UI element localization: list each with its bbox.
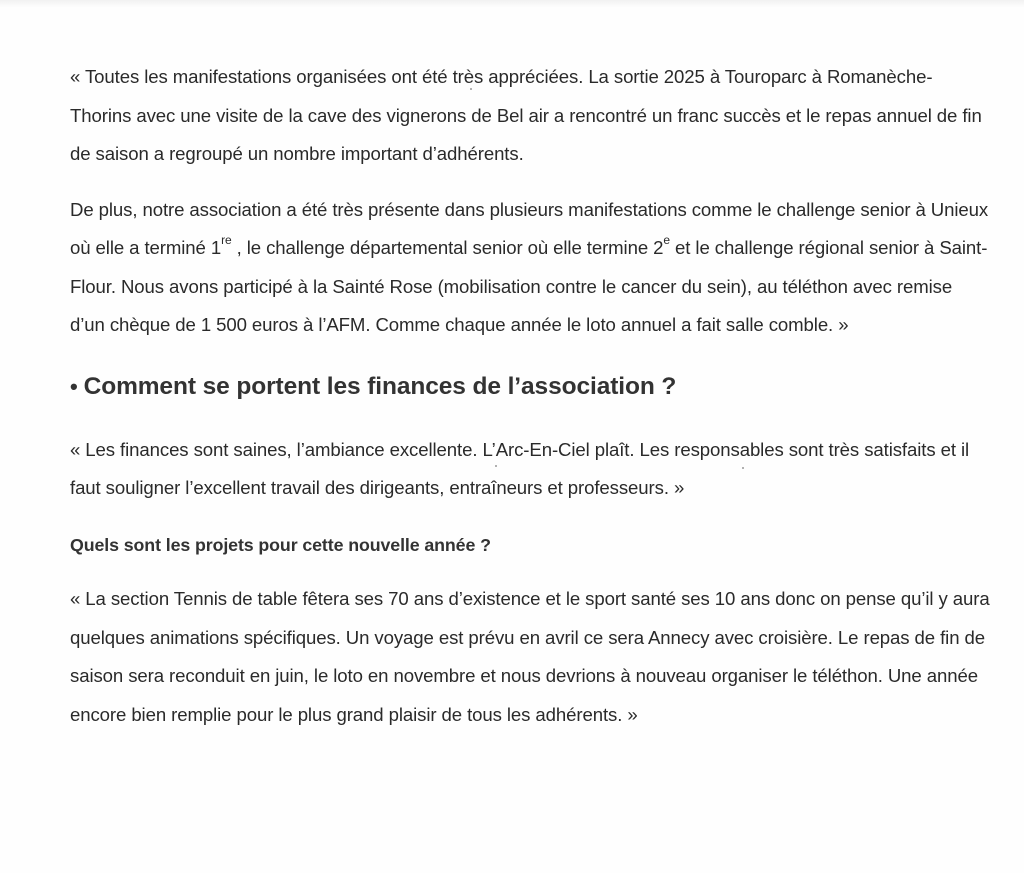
section-heading-finances [70, 363, 990, 411]
bullet-icon: • [70, 373, 78, 399]
paragraph-participation-part-b: , le challenge départemental senior où elle termine 2 [231, 237, 664, 258]
paragraph-participation [70, 191, 990, 345]
section-heading-text: Comment se portent les finances de l’association ? [83, 372, 677, 400]
paragraph-intro: « Toutes les manifestations organisées ont été très appréciées. La sortie 2025 à Touroparc à Romanèche-Thorins avec une visite de la cave des vignerons de Bel air a rencontré un franc succès et le repas annuel de fin de saison a regroupé un nombre important d’adhérents. [70, 66, 982, 164]
paragraph-participation-part-a: De plus, notre association a été très présente dans plusieurs manifestations comme le challenge senior à Unieux où elle a terminé 1 [70, 198, 989, 258]
paragraph-finances: « Les finances sont saines, l’ambiance excellente. L’Arc-En-Ciel plaît. Les responsables sont très satisfaits et il faut souligner l’excellent travail des dirigeants, entraîneurs et professeurs. » [70, 438, 970, 498]
superscript-second: e [663, 233, 670, 247]
superscript-first: re [221, 233, 232, 247]
paragraph-participation-part-c: et le challenge régional senior à Saint-Flour. Nous avons participé à la Sainté Rose (mobilisation contre le cancer du sein), au téléthon avec remise d’un chèque de 1 500 euros à l’AFM. Comme chaque année le loto annuel a fait salle comble. » [70, 237, 988, 335]
subheading-projects: Quels sont les projets pour cette nouvelle année ? [70, 534, 491, 555]
paragraph-projects: « La section Tennis de table fêtera ses 70 ans d’existence et le sport santé ses 10 ans donc on pense qu’il y aura quelques animations spécifiques. Un voyage est prévu en avril ce sera Annecy avec croisière. Le repas de fin de saison sera reconduit en juin, le loto en novembre et nous devrions à nouveau organiser le téléthon. Une année encore bien remplie pour le plus grand plaisir de tous les adhérents. » [70, 588, 990, 725]
article-body [70, 58, 990, 734]
scan-edge [0, 0, 1024, 8]
